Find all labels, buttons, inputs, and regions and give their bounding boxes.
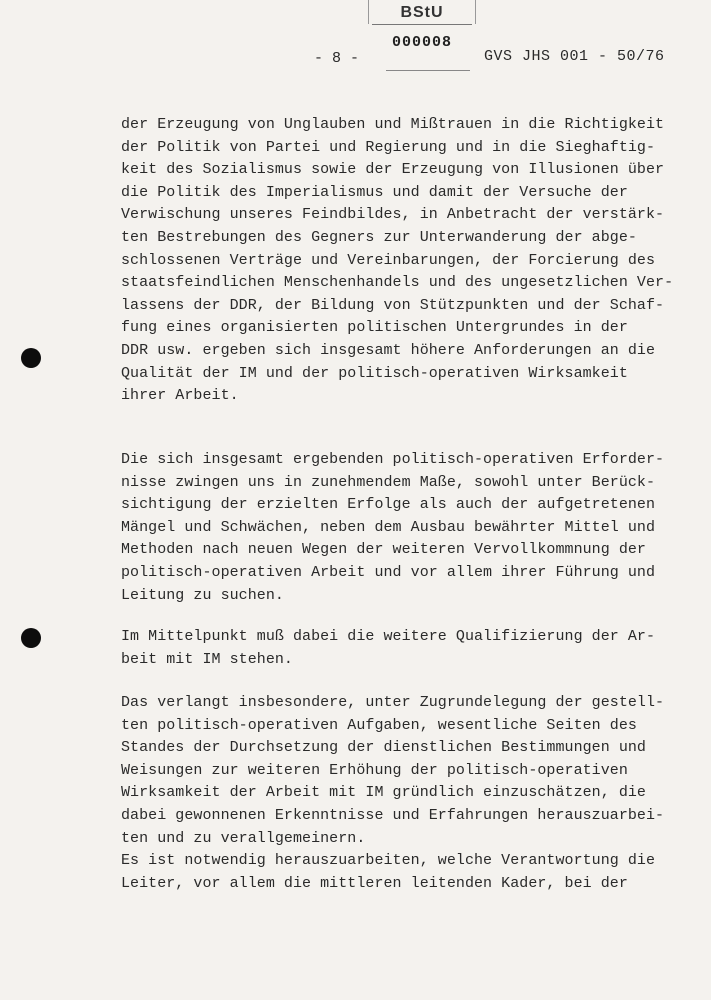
- text-line: keit des Sozialismus sowie der Erzeugung von Illusionen über: [121, 161, 665, 179]
- stamp-divider: [372, 24, 472, 25]
- text-line: der Erzeugung von Unglauben und Mißtrauen in die Richtigkeit: [121, 116, 665, 133]
- text-line: Leiter, vor allem die mittleren leitenden Kader, bei der: [121, 874, 628, 892]
- stamp-number: 000008: [391, 34, 452, 51]
- classification-code: GVS JHS 001 - 50/76: [484, 48, 665, 65]
- paragraph-3: [121, 626, 655, 671]
- text-line: Standes der Durchsetzung der dienstlichen Bestimmungen und: [121, 739, 646, 757]
- text-line: schlossenen Verträge und Vereinbarungen, der Forcierung des: [121, 251, 656, 269]
- text-line: ten politisch-operativen Aufgaben, wesentliche Seiten des: [121, 716, 637, 734]
- punch-hole: [21, 348, 41, 368]
- text-line: staatsfeindlichen Menschenhandels und des ungesetzlichen Ver-: [121, 274, 674, 292]
- text-line: ten Bestrebungen des Gegners zur Unterwanderung der abge-: [121, 228, 637, 246]
- text-line: Verwischung unseres Feindbildes, in Anbetracht der verstärk-: [121, 206, 665, 224]
- stamp-label: BStU: [400, 4, 444, 21]
- archive-stamp: [366, 0, 478, 72]
- text-line: sichtigung der erzielten Erfolge als auch der aufgetretenen: [121, 496, 656, 514]
- text-line: ten und zu verallgemeinern.: [121, 829, 366, 847]
- text-line: Im Mittelpunkt muß dabei die weitere Qualifizierung der Ar-: [121, 628, 656, 645]
- text-line: Qualität der IM und der politisch-operativen Wirksamkeit: [121, 364, 628, 382]
- text-line: politisch-operativen Arbeit und vor allem ihrer Führung und: [121, 563, 656, 581]
- paragraph-2: [121, 449, 664, 607]
- text-line: fung eines organisierten politischen Untergrundes in der: [121, 319, 628, 337]
- paragraph-4: [121, 692, 664, 895]
- text-line: beit mit IM stehen.: [121, 650, 293, 668]
- text-line: Weisungen zur weiteren Erhöhung der politisch-operativen: [121, 761, 628, 779]
- text-line: der Politik von Partei und Regierung und in die Sieghaftig-: [121, 138, 656, 156]
- stamp-underline: [386, 70, 470, 71]
- text-line: Das verlangt insbesondere, unter Zugrundelegung der gestell-: [121, 694, 665, 711]
- text-line: Die sich insgesamt ergebenden politisch-operativen Erforder-: [121, 451, 665, 468]
- text-line: nisse zwingen uns in zunehmendem Maße, sowohl unter Berück-: [121, 473, 656, 491]
- text-line: Es ist notwendig herauszuarbeiten, welche Verantwortung die: [121, 852, 656, 870]
- text-line: Leitung zu suchen.: [121, 586, 284, 604]
- text-line: ihrer Arbeit.: [121, 387, 239, 405]
- page-number: - 8 -: [314, 50, 360, 67]
- text-line: die Politik des Imperialismus und damit der Versuche der: [121, 183, 628, 201]
- text-line: Mängel und Schwächen, neben dem Ausbau bewährter Mittel und: [121, 518, 656, 536]
- text-line: dabei gewonnenen Erkenntnisse und Erfahrungen herauszuarbei-: [121, 806, 665, 824]
- text-line: DDR usw. ergeben sich insgesamt höhere Anforderungen an die: [121, 341, 656, 359]
- text-line: Wirksamkeit der Arbeit mit IM gründlich einzuschätzen, die: [121, 784, 646, 802]
- punch-hole: [21, 628, 41, 648]
- text-line: lassens der DDR, der Bildung von Stützpunkten und der Schaf-: [121, 296, 665, 314]
- paragraph-1: [121, 114, 673, 408]
- text-line: Methoden nach neuen Wegen der weiteren Vervollkommnung der: [121, 541, 646, 559]
